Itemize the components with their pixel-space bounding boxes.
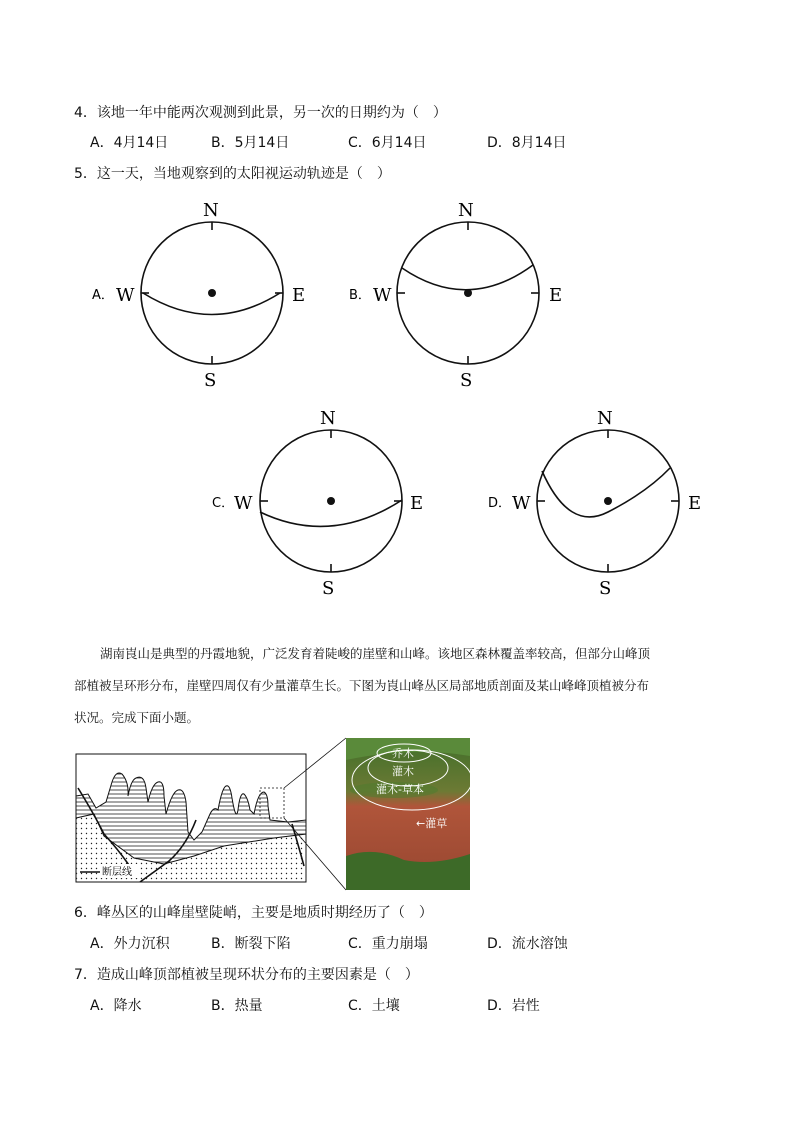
q7-stem: 7．造成山峰顶部植被呈现环状分布的主要因素是（ ） xyxy=(74,967,419,983)
sun-path-arc xyxy=(402,265,533,290)
west-label: W xyxy=(116,285,135,306)
q5-stem: 5．这一天，当地观察到的太阳视运动轨迹是（ ） xyxy=(74,166,391,182)
east-label: E xyxy=(549,285,563,306)
sun-path-diagram-d[interactable] xyxy=(484,404,724,604)
q6-option-a[interactable]: A．外力沉积 xyxy=(90,936,170,952)
q4-option-c[interactable]: C．6月14日 xyxy=(348,135,427,151)
passage-line-3: 状况。完成下面小题。 xyxy=(74,710,200,725)
q6-stem: 6．峰丛区的山峰崖壁陡峭，主要是地质时期经历了（ ） xyxy=(74,905,433,921)
diagram-letter-d: D． xyxy=(488,496,512,511)
observer-dot xyxy=(208,289,216,297)
shrub-label: 灌木 xyxy=(392,765,414,778)
sun-path-diagram-b[interactable] xyxy=(345,196,585,396)
north-label: N xyxy=(203,200,219,221)
q7-option-d[interactable]: D．岩性 xyxy=(487,998,540,1014)
west-label: W xyxy=(512,493,531,514)
west-label: W xyxy=(234,493,253,514)
diagram-letter-a: A． xyxy=(92,288,114,303)
sun-path-diagram-a[interactable] xyxy=(88,196,328,396)
diagram-letter-b: B． xyxy=(349,288,371,303)
north-label: N xyxy=(597,408,613,429)
observer-dot xyxy=(604,497,612,505)
q6-option-d[interactable]: D．流水溶蚀 xyxy=(487,936,568,952)
west-label: W xyxy=(373,285,392,306)
q7-option-b[interactable]: B．热量 xyxy=(211,998,263,1014)
fault-line-legend: 断层线 xyxy=(102,867,132,878)
east-label: E xyxy=(688,493,702,514)
sun-path-arc xyxy=(542,468,670,517)
q6-option-b[interactable]: B．断裂下陷 xyxy=(211,936,291,952)
north-label: N xyxy=(320,408,336,429)
east-label: E xyxy=(410,493,424,514)
tree-label: 乔木 xyxy=(392,747,414,760)
q4-option-b[interactable]: B．5月14日 xyxy=(211,135,290,151)
south-label: S xyxy=(322,578,335,599)
q4-option-a[interactable]: A．4月14日 xyxy=(90,135,169,151)
q6-option-c[interactable]: C．重力崩塌 xyxy=(348,936,428,952)
north-label: N xyxy=(458,200,474,221)
east-label: E xyxy=(292,285,306,306)
observer-dot xyxy=(327,497,335,505)
reading-passage xyxy=(74,638,724,734)
q7-option-a[interactable]: A．降水 xyxy=(90,998,142,1014)
grass-label: ←灌草 xyxy=(416,817,448,830)
shrub-grass-label: 灌木-草本 xyxy=(376,783,424,796)
south-label: S xyxy=(460,370,473,391)
sun-path-diagram-c[interactable] xyxy=(208,404,448,604)
q4-stem: 4．该地一年中能两次观测到此景，另一次的日期约为（ ） xyxy=(74,105,447,121)
geology-figure xyxy=(74,736,474,892)
south-label: S xyxy=(204,370,217,391)
observer-dot xyxy=(464,289,472,297)
q4-option-d[interactable]: D．8月14日 xyxy=(487,135,567,151)
peak-vegetation-photo xyxy=(346,738,472,890)
passage-line-2: 部植被呈环形分布，崖壁四周仅有少量灌草生长。下图为崀山峰丛区局部地质剖面及某山峰峰顶植被分布 xyxy=(74,678,650,693)
diagram-letter-c: C． xyxy=(212,496,235,511)
q7-option-c[interactable]: C．土壤 xyxy=(348,998,400,1014)
passage-line-1: 湖南崀山是典型的丹霞地貌，广泛发育着陡峻的崖壁和山峰。该地区森林覆盖率较高，但部分山峰顶 xyxy=(100,646,651,661)
south-label: S xyxy=(599,578,612,599)
cross-section xyxy=(76,738,346,890)
